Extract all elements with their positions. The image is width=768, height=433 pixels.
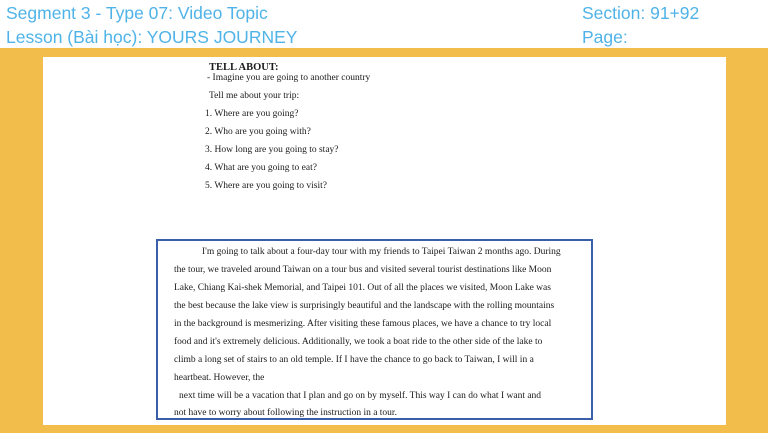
answer-box [156,239,593,420]
answer-line: Lake, Chiang Kai-shek Memorial, and Taipei 101. Out of all the places we visited, Moon Lake was [174,283,551,293]
answer-line: in the background is mesmerizing. After visiting these famous places, we have a chance to try local [174,319,552,329]
document-page [43,57,726,425]
section-label: Section: 91+92 [582,3,700,23]
answer-line: I'm going to talk about a four-day tour with my friends to Taipei Taiwan 2 months ago. During [202,247,561,257]
page-label: Page: [582,27,628,47]
question-item: 4. What are you going to eat? [205,163,317,173]
answer-line: next time will be a vacation that I plan and go on by myself. This way I can do what I want and [179,391,542,401]
question-item: 1. Where are you going? [205,109,299,119]
answer-line: the best because the lake view is surprisingly beautiful and the landscape with the rolling mountains [174,301,555,311]
document-prompt: - Imagine you are going to another country [207,73,371,83]
question-item: 3. How long are you going to stay? [205,145,339,155]
document-heading: TELL ABOUT: [209,62,279,73]
answer-line: food and it's extremely delicious. Additionally, we took a boat ride to the other side of the lake to [174,337,543,347]
segment-title: Segment 3 - Type 07: Video Topic [6,3,268,23]
question-item: 2. Who are you going with? [205,127,311,137]
lesson-title: Lesson (Bài học): YOURS JOURNEY [6,27,298,47]
answer-line: not have to worry about following the instruction in a tour. [174,408,397,418]
answer-line: heartbeat. However, the [174,373,265,383]
document-intro: Tell me about your trip: [209,91,300,101]
answer-line: the tour, we traveled around Taiwan on a tour bus and visited several tourist destinations like Moon [174,265,552,275]
question-item: 5. Where are you going to visit? [205,181,327,191]
answer-line: climb a long set of stairs to an old temple. If I have the chance to go back to Taiwan, I will in a [174,355,534,365]
